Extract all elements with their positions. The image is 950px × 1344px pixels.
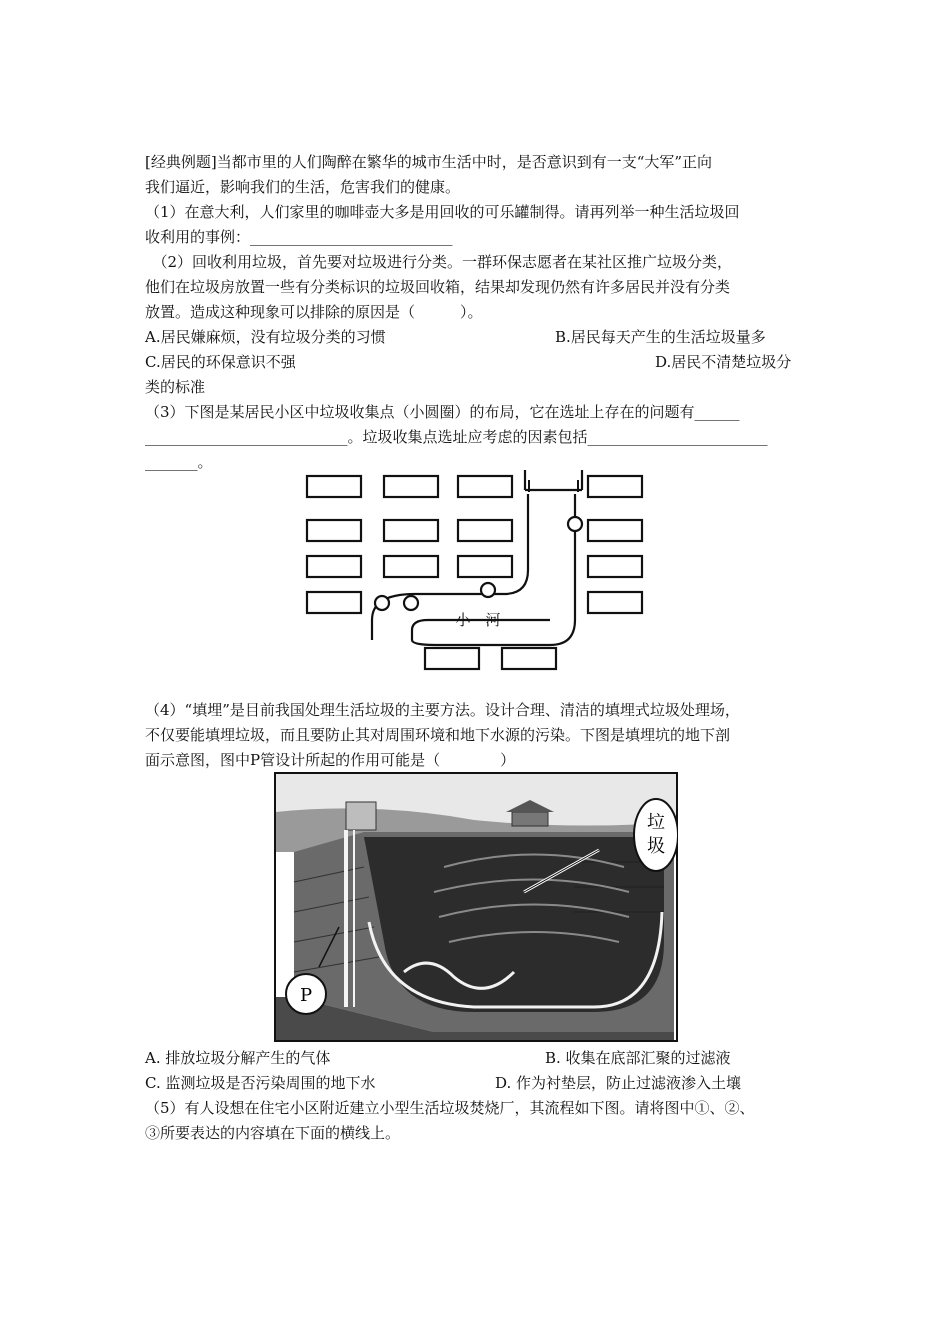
building-block: [502, 648, 556, 669]
q4-line-3: 面示意图，图中P管设计所起的作用可能是（ ）: [145, 751, 516, 769]
q2-option-c: C.居民的环保意识不强: [145, 353, 296, 371]
collection-point-icon: [481, 583, 495, 597]
q2-option-a: A.居民嫌麻烦，没有垃圾分类的习惯: [145, 328, 386, 346]
building-block: [307, 556, 361, 577]
building-block: [384, 520, 438, 541]
residential-layout-map: [300, 470, 652, 675]
landfill-cross-section: [274, 772, 678, 1042]
building-block: [458, 476, 512, 497]
q4-option-a: A. 排放垃圾分解产生的气体: [145, 1049, 331, 1067]
q4-line-2: 不仅要能填埋垃圾，而且要防止其对周围环境和地下水源的污染。下图是填埋坑的地下剖: [145, 726, 731, 744]
q4-option-b: B. 收集在底部汇聚的过滤液: [545, 1049, 731, 1067]
garbage-label-2: 圾: [647, 836, 665, 857]
q2-option-b: B.居民每天产生的生活垃圾量多: [555, 328, 766, 346]
q3-line-1: （3）下图是某居民小区中垃圾收集点（小圆圈）的布局，它在选址上存在的问题有______: [145, 403, 740, 421]
building-block: [588, 476, 642, 497]
p-pipe-label: P: [299, 985, 313, 1006]
building-block: [425, 648, 479, 669]
q5-line-1: （5）有人设想在住宅小区附近建立小型生活垃圾焚烧厂，其流程如下图。请将图中①、②、: [145, 1099, 755, 1117]
intro-line-1: [经典例题]当都市里的人们陶醉在繁华的城市生活中时，是否意识到有一支“大军”正向: [145, 153, 713, 171]
q2-line-3: 放置。造成这种现象可以排除的原因是（ ）。: [145, 303, 483, 321]
collection-point-icon: [404, 596, 418, 610]
q2-option-d-cont: 类的标准: [145, 378, 206, 396]
q3-line-2: ___________________________。垃圾收集点选址应考虑的因素包括________________________: [145, 428, 768, 446]
building-block: [307, 592, 361, 613]
q1-line-1: （1）在意大利，人们家里的咖啡壶大多是用回收的可乐罐制得。请再列举一种生活垃圾回: [145, 203, 740, 221]
building-block: [384, 556, 438, 577]
building-block: [458, 556, 512, 577]
collection-point-icon: [375, 596, 389, 610]
building-block: [588, 592, 642, 613]
building-block: [458, 520, 512, 541]
building-block: [307, 476, 361, 497]
river-label: 小 河: [455, 611, 501, 629]
q5-line-2: ③所要表达的内容填在下面的横线上。: [145, 1124, 401, 1142]
garbage-label-1: 垃: [647, 812, 665, 833]
q2-option-d: D.居民不清楚垃圾分: [655, 353, 792, 371]
intro-line-2: 我们逼近，影响我们的生活，危害我们的健康。: [145, 178, 461, 196]
q3-line-3: _______。: [145, 453, 213, 471]
q4-option-d: D. 作为衬垫层，防止过滤液渗入土壤: [495, 1074, 742, 1092]
q1-line-2: 收利用的事例：___________________________: [145, 228, 453, 246]
building-block: [588, 556, 642, 577]
building-block: [307, 520, 361, 541]
building-block: [588, 520, 642, 541]
q2-line-1: （2）回收利用垃圾，首先要对垃圾进行分类。一群环保志愿者在某社区推广垃圾分类，: [145, 253, 733, 271]
garbage-callout: [634, 799, 678, 871]
collection-point-icon: [568, 517, 582, 531]
q2-line-2: 他们在垃圾房放置一些有分类标识的垃圾回收箱，结果却发现仍然有许多居民并没有分类: [145, 278, 731, 296]
q4-option-c: C. 监测垃圾是否污染周围的地下水: [145, 1074, 376, 1092]
building-block: [384, 476, 438, 497]
q4-line-1: （4）“填埋”是目前我国处理生活垃圾的主要方法。设计合理、清洁的填埋式垃圾处理场，: [145, 701, 740, 719]
